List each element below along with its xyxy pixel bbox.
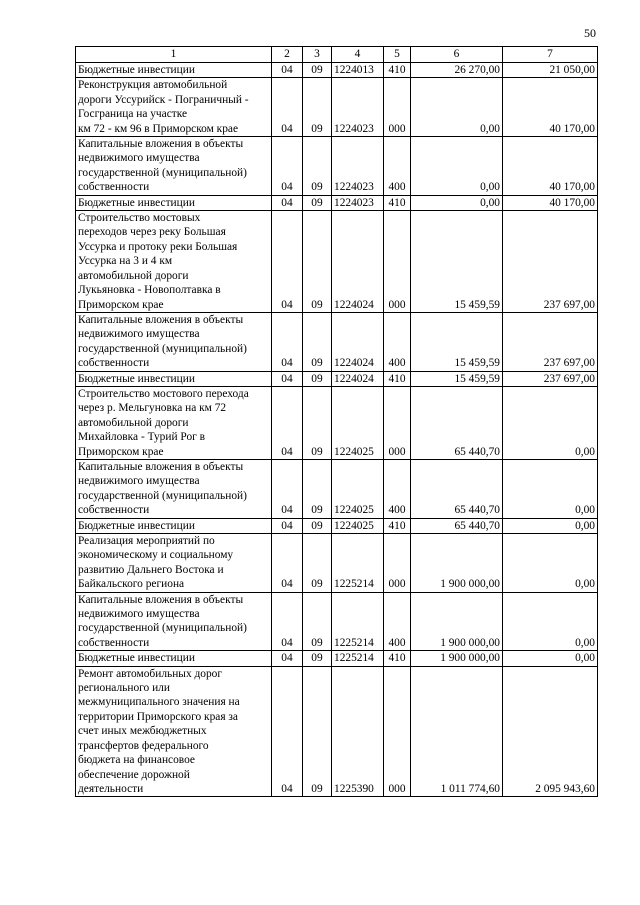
row-amount-col7: 0,00 <box>503 651 598 666</box>
table-row <box>76 211 598 313</box>
row-amount-col6: 1 900 000,00 <box>411 651 503 666</box>
table-row <box>76 651 598 666</box>
table-row <box>76 312 598 371</box>
row-name: Капитальные вложения в объекты недвижимого имущества государственной (муниципальной) собственности <box>76 137 272 196</box>
row-target-code: 1224023 <box>332 78 384 137</box>
row-section: 04 <box>272 518 303 533</box>
row-target-code: 1225214 <box>332 534 384 593</box>
row-target-code: 1224025 <box>332 386 384 459</box>
row-subsection: 09 <box>303 63 332 78</box>
row-section: 04 <box>272 195 303 210</box>
header-col-1: 1 <box>76 47 272 63</box>
row-expense-type: 000 <box>384 78 411 137</box>
row-amount-col6: 65 440,70 <box>411 459 503 518</box>
row-target-code: 1224013 <box>332 63 384 78</box>
row-name: Бюджетные инвестиции <box>76 518 272 533</box>
row-amount-col7: 2 095 943,60 <box>503 666 598 797</box>
table-header <box>76 47 598 63</box>
table-row <box>76 666 598 797</box>
row-section: 04 <box>272 312 303 371</box>
row-expense-type: 000 <box>384 211 411 313</box>
table-row <box>76 518 598 533</box>
row-amount-col6: 0,00 <box>411 195 503 210</box>
header-col-7: 7 <box>503 47 598 63</box>
row-amount-col6: 65 440,70 <box>411 518 503 533</box>
row-target-code: 1225214 <box>332 592 384 651</box>
header-col-4: 4 <box>332 47 384 63</box>
table-row <box>76 459 598 518</box>
row-target-code: 1224024 <box>332 312 384 371</box>
row-expense-type: 410 <box>384 371 411 386</box>
row-target-code: 1224025 <box>332 459 384 518</box>
row-name: Строительство мостовых переходов через реку Большая Уссурка и протоку реки Большая Уссурка на 3 и 4 км автомобильной дороги Лукьяновка - Новополтавка в Приморском крае <box>76 211 272 313</box>
row-expense-type: 400 <box>384 592 411 651</box>
row-subsection: 09 <box>303 195 332 210</box>
row-expense-type: 000 <box>384 666 411 797</box>
row-amount-col7: 0,00 <box>503 459 598 518</box>
table-row <box>76 78 598 137</box>
header-col-6: 6 <box>411 47 503 63</box>
row-expense-type: 410 <box>384 195 411 210</box>
table-body <box>76 63 598 797</box>
row-section: 04 <box>272 78 303 137</box>
row-target-code: 1224025 <box>332 518 384 533</box>
row-subsection: 09 <box>303 78 332 137</box>
table-row <box>76 137 598 196</box>
row-section: 04 <box>272 371 303 386</box>
row-amount-col7: 40 170,00 <box>503 78 598 137</box>
row-name: Капитальные вложения в объекты недвижимого имущества государственной (муниципальной) собственности <box>76 459 272 518</box>
row-name: Строительство мостового перехода через р. Мельгуновка на км 72 автомобильной дороги Михайловка - Турий Рог в Приморском крае <box>76 386 272 459</box>
row-amount-col7: 21 050,00 <box>503 63 598 78</box>
row-amount-col7: 40 170,00 <box>503 137 598 196</box>
table-row <box>76 63 598 78</box>
row-amount-col6: 0,00 <box>411 137 503 196</box>
row-amount-col6: 1 900 000,00 <box>411 534 503 593</box>
row-name: Капитальные вложения в объекты недвижимого имущества государственной (муниципальной) собственности <box>76 592 272 651</box>
row-amount-col6: 15 459,59 <box>411 371 503 386</box>
row-section: 04 <box>272 651 303 666</box>
row-name: Бюджетные инвестиции <box>76 195 272 210</box>
row-amount-col6: 15 459,59 <box>411 211 503 313</box>
row-amount-col7: 40 170,00 <box>503 195 598 210</box>
row-amount-col7: 0,00 <box>503 534 598 593</box>
row-amount-col7: 0,00 <box>503 518 598 533</box>
page-number: 50 <box>584 26 596 40</box>
table-row <box>76 195 598 210</box>
row-amount-col6: 15 459,59 <box>411 312 503 371</box>
row-target-code: 1224024 <box>332 371 384 386</box>
row-name: Реализация мероприятий по экономическому и социальному развитию Дальнего Востока и Байкальского региона <box>76 534 272 593</box>
table-row <box>76 371 598 386</box>
row-name: Бюджетные инвестиции <box>76 651 272 666</box>
row-subsection: 09 <box>303 459 332 518</box>
row-amount-col7: 0,00 <box>503 592 598 651</box>
header-col-3: 3 <box>303 47 332 63</box>
row-expense-type: 000 <box>384 386 411 459</box>
row-section: 04 <box>272 666 303 797</box>
row-amount-col6: 0,00 <box>411 78 503 137</box>
row-name: Бюджетные инвестиции <box>76 371 272 386</box>
row-amount-col7: 0,00 <box>503 386 598 459</box>
row-expense-type: 400 <box>384 137 411 196</box>
row-target-code: 1224023 <box>332 195 384 210</box>
header-col-2: 2 <box>272 47 303 63</box>
row-subsection: 09 <box>303 312 332 371</box>
row-section: 04 <box>272 534 303 593</box>
row-expense-type: 410 <box>384 651 411 666</box>
table-row <box>76 592 598 651</box>
row-expense-type: 410 <box>384 518 411 533</box>
row-name: Капитальные вложения в объекты недвижимого имущества государственной (муниципальной) собственности <box>76 312 272 371</box>
row-amount-col7: 237 697,00 <box>503 211 598 313</box>
row-subsection: 09 <box>303 371 332 386</box>
table-row <box>76 534 598 593</box>
budget-table <box>75 46 598 797</box>
row-subsection: 09 <box>303 534 332 593</box>
header-row <box>76 47 598 63</box>
row-subsection: 09 <box>303 518 332 533</box>
row-expense-type: 000 <box>384 534 411 593</box>
row-target-code: 1224023 <box>332 137 384 196</box>
row-subsection: 09 <box>303 211 332 313</box>
table-row <box>76 386 598 459</box>
row-section: 04 <box>272 386 303 459</box>
row-target-code: 1224024 <box>332 211 384 313</box>
row-amount-col7: 237 697,00 <box>503 312 598 371</box>
row-subsection: 09 <box>303 666 332 797</box>
row-subsection: 09 <box>303 386 332 459</box>
row-section: 04 <box>272 63 303 78</box>
row-amount-col6: 1 900 000,00 <box>411 592 503 651</box>
row-expense-type: 400 <box>384 459 411 518</box>
row-name: Реконструкция автомобильной дороги Уссурийск - Пограничный - Госграница на участке км 72 - км 96 в Приморском крае <box>76 78 272 137</box>
row-section: 04 <box>272 137 303 196</box>
row-amount-col6: 65 440,70 <box>411 386 503 459</box>
row-target-code: 1225390 <box>332 666 384 797</box>
row-section: 04 <box>272 459 303 518</box>
row-subsection: 09 <box>303 592 332 651</box>
row-expense-type: 400 <box>384 312 411 371</box>
row-expense-type: 410 <box>384 63 411 78</box>
row-section: 04 <box>272 211 303 313</box>
row-amount-col6: 26 270,00 <box>411 63 503 78</box>
header-col-5: 5 <box>384 47 411 63</box>
row-amount-col7: 237 697,00 <box>503 371 598 386</box>
row-amount-col6: 1 011 774,60 <box>411 666 503 797</box>
row-name: Бюджетные инвестиции <box>76 63 272 78</box>
row-name: Ремонт автомобильных дорог регионального или межмуниципального значения на территории Приморского края за счет иных межбюджетных трансфертов федерального бюджета на финансовое обеспечение дорожной деятельности <box>76 666 272 797</box>
row-subsection: 09 <box>303 651 332 666</box>
row-subsection: 09 <box>303 137 332 196</box>
row-target-code: 1225214 <box>332 651 384 666</box>
row-section: 04 <box>272 592 303 651</box>
